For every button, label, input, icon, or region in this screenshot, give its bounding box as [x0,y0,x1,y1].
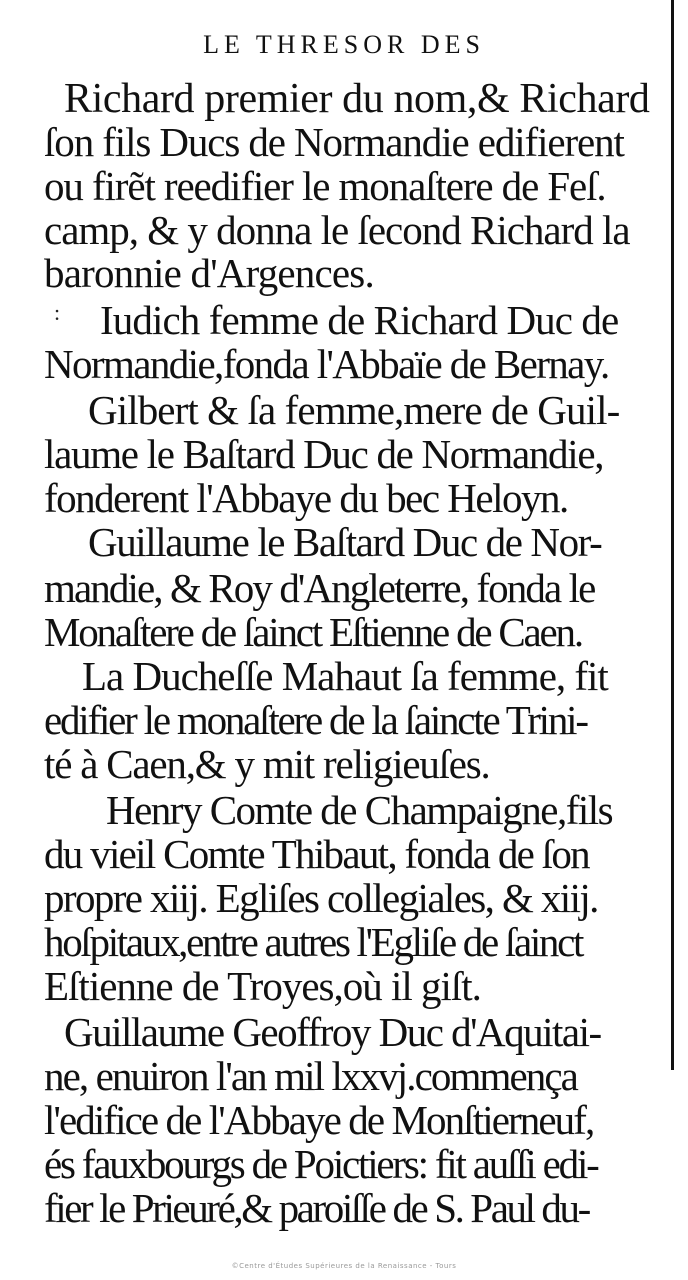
scan-credit: ©Centre d'Études Supérieures de la Renaissance - Tours [231,1262,457,1270]
text-line-2: ſon fils Ducs de Normandie edifierent [44,119,624,165]
text-line-26: fier le Prieuré,& paroiſſe de S. Paul du- [44,1185,589,1231]
text-line-16: té à Caen,& y mit religieuſes. [44,741,490,787]
text-line-22: Guillaume Geoffroy Duc d'Aquitai- [64,1009,601,1055]
text-line-21: Eſtienne de Troyes,où il giſt. [44,963,481,1009]
text-line-20: hoſpitaux,entre autres l'Egliſe de ſainct [44,919,583,965]
text-line-4: camp, & y donna le ſecond Richard la [44,207,630,253]
text-line-7: Normandie,fonda l'Abbaïe de Bernay. [44,341,609,387]
text-line-25: és fauxbourgs de Poictiers: fit auſſi edi- [44,1141,598,1187]
text-line-17: Henry Comte de Champaigne,fils [106,787,613,833]
text-line-1: Richard premier du nom,& Richard [64,76,650,122]
text-line-8: Gilbert & ſa femme,mere de Guil- [88,387,620,433]
text-line-24: l'edifice de l'Abbaye de Monſtierneuf, [44,1097,594,1143]
text-line-6: Iudich femme de Richard Duc de [100,297,619,343]
text-line-12: mandie, & Roy d'Angleterre, fonda le [44,565,595,611]
text-line-18: du vieil Comte Thibaut, fonda de ſon [44,831,589,877]
text-line-15: edifier le monaſtere de la ſaincte Trini- [44,697,587,743]
running-header: LE THRESOR DES [203,30,485,59]
text-line-13: Monaſtere de ſainct Eſtienne de Caen. [44,609,582,655]
text-line-11: Guillaume le Baſtard Duc de Nor- [88,519,602,565]
text-line-5: baronnie d'Argences. [44,250,374,296]
adjacent-page-edge [671,0,688,1070]
text-line-10: fonderent l'Abbaye du bec Heloyn. [44,475,568,521]
text-line-3: ou firẽt reedifier le monaſtere de Feſ. [44,163,606,209]
margin-dots: : [54,300,61,325]
text-line-19: propre xiij. Egliſes collegiales, & xiij. [44,875,598,921]
text-line-9: laume le Baſtard Duc de Normandie, [44,431,604,477]
text-line-14: La Ducheſſe Mahaut ſa femme, fit [82,653,608,699]
text-line-23: ne, enuiron l'an mil lxxvj.commença [44,1053,577,1099]
